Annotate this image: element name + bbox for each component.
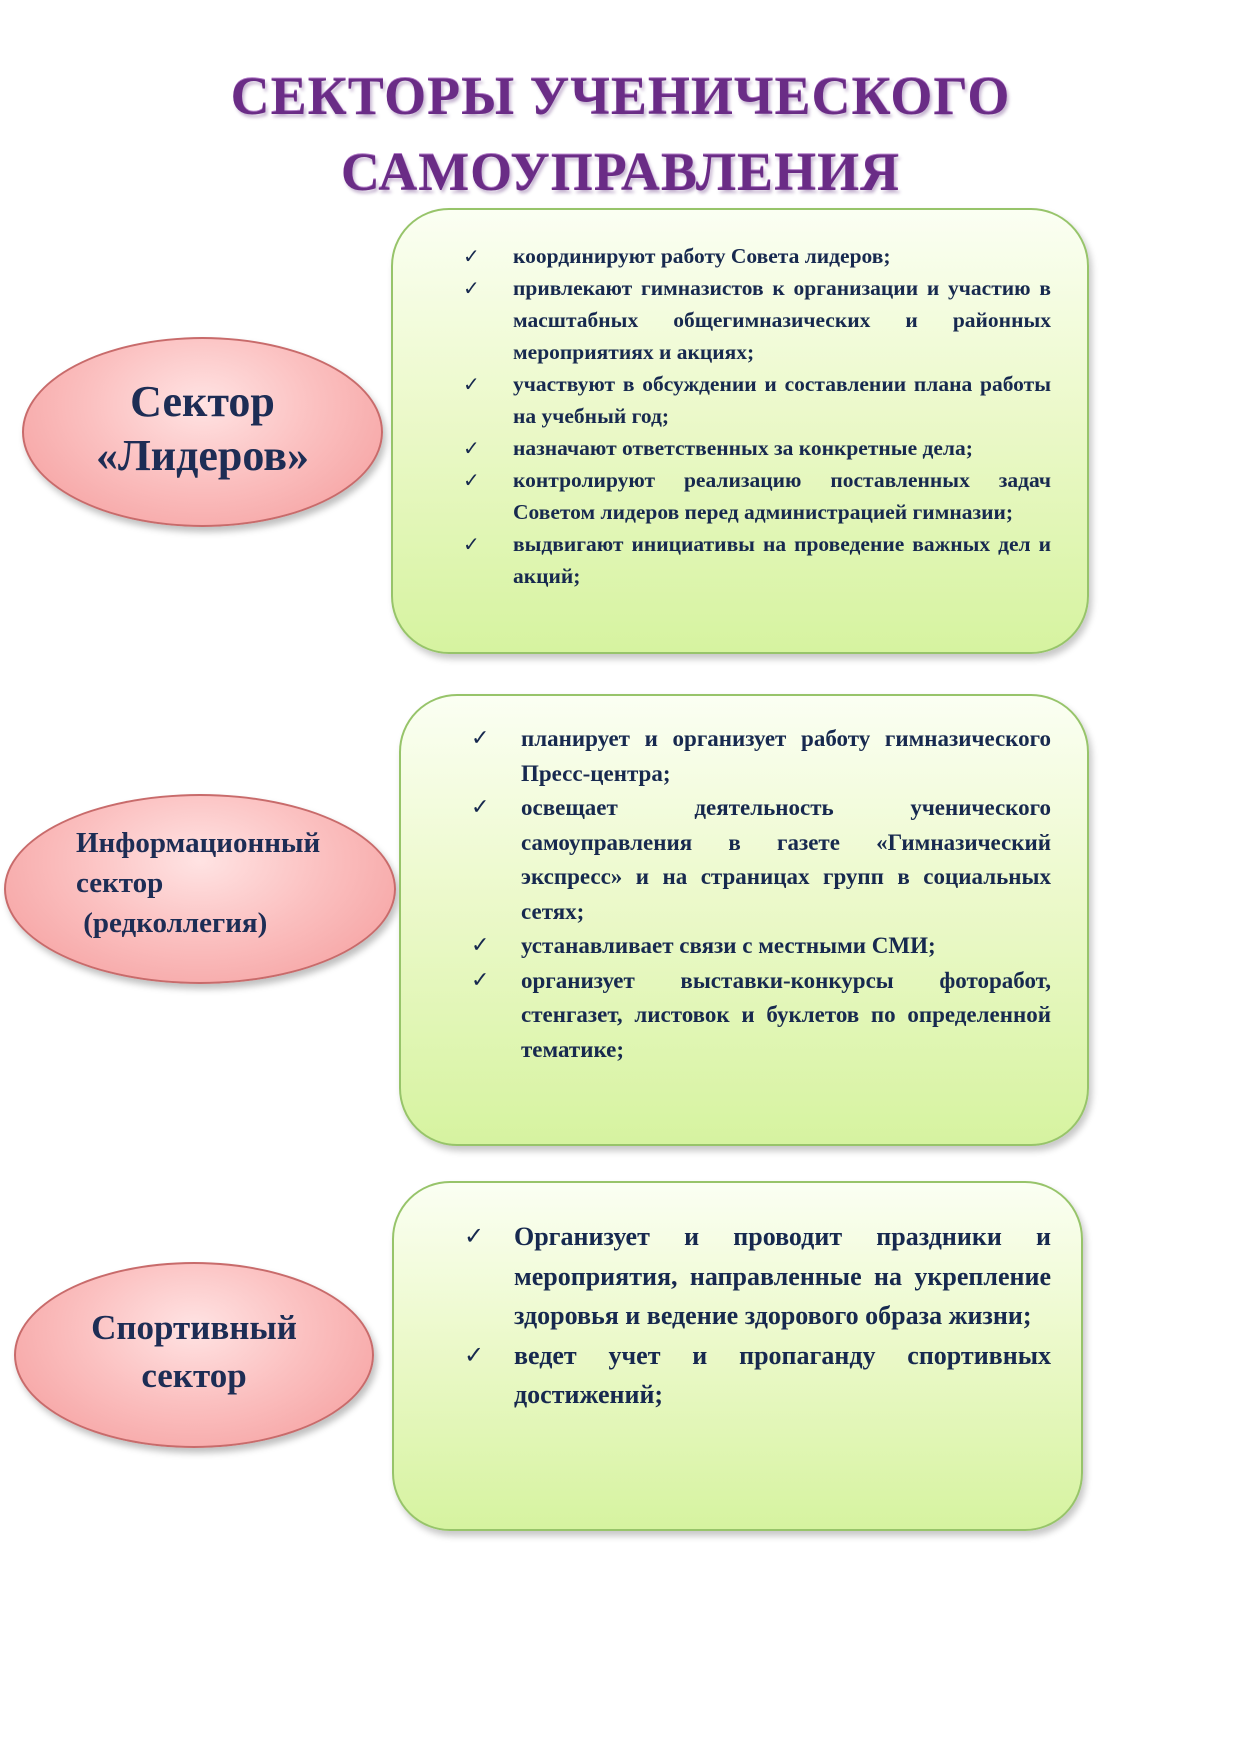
page-title bbox=[0, 58, 1241, 210]
duty-item: ✓ привлекают гимназистов к организации и участию в масштабных общегимназических и районных мероприятиях и акциях; bbox=[463, 272, 1051, 368]
sector-info-duties-list bbox=[471, 722, 1051, 1067]
duty-item: ✓ выдвигают инициативы на проведение важных дел и акций; bbox=[463, 528, 1051, 592]
duty-item: ✓ контролируют реализацию поставленных задач Советом лидеров перед администрацией гимназии; bbox=[463, 464, 1051, 528]
sector-info-name-line-2: сектор bbox=[76, 867, 164, 899]
duty-item: ✓ Организует и проводит праздники и мероприятия, направленные на укрепление здоровья и ведение здорового образа жизни; bbox=[464, 1217, 1051, 1336]
sector-leaders-name-line-2: «Лидеров» bbox=[95, 431, 310, 480]
sector-sport-duties-list bbox=[464, 1217, 1051, 1415]
checkmark-icon: ✓ bbox=[463, 244, 480, 268]
sector-info-duties-box bbox=[399, 694, 1089, 1146]
checkmark-icon: ✓ bbox=[471, 967, 490, 993]
checkmark-icon: ✓ bbox=[463, 436, 480, 460]
sector-sport-name-line-2: сектор bbox=[141, 1356, 247, 1395]
checkmark-icon: ✓ bbox=[464, 1340, 485, 1369]
checkmark-icon: ✓ bbox=[463, 276, 480, 300]
duty-item: ✓ ведет учет и пропаганду спортивных достижений; bbox=[464, 1336, 1051, 1415]
duty-item: ✓ координируют работу Совета лидеров; bbox=[463, 240, 1051, 272]
checkmark-icon: ✓ bbox=[471, 933, 490, 958]
sector-info-name-line-1: Информационный bbox=[76, 827, 321, 859]
sector-leaders-ellipse bbox=[22, 337, 383, 527]
checkmark-icon: ✓ bbox=[463, 468, 480, 492]
sector-sport-ellipse bbox=[14, 1262, 374, 1448]
sector-sport-duties-box bbox=[392, 1181, 1083, 1531]
duty-item: ✓ назначают ответственных за конкретные дела; bbox=[463, 432, 1051, 464]
checkmark-icon: ✓ bbox=[471, 726, 490, 751]
duty-item: ✓ устанавливает связи с местными СМИ; bbox=[471, 929, 1051, 964]
sector-info-ellipse bbox=[4, 794, 396, 984]
duty-item: ✓ освещает деятельность ученического самоуправления в газете «Гимназический экспресс» и на страницах групп в социальных сетях; bbox=[471, 791, 1051, 929]
duty-item: ✓ планирует и организует работу гимназического Пресс-центра; bbox=[471, 722, 1051, 791]
checkmark-icon: ✓ bbox=[471, 795, 490, 820]
checkmark-icon: ✓ bbox=[463, 372, 480, 396]
checkmark-icon: ✓ bbox=[463, 532, 480, 556]
checkmark-icon: ✓ bbox=[464, 1222, 485, 1250]
duty-item: ✓ организует выставки-конкурсы фоторабот, стенгазет, листовок и буклетов по определенной тематике; bbox=[471, 964, 1051, 1068]
sector-info-name-line-3: (редколлегия) bbox=[76, 907, 268, 939]
sector-sport-name-line-1: Спортивный bbox=[91, 1308, 297, 1347]
duty-item: ✓ участвуют в обсуждении и составлении плана работы на учебный год; bbox=[463, 368, 1051, 432]
title-line-1: СЕКТОРЫ УЧЕНИЧЕСКОГО bbox=[230, 66, 1011, 126]
sector-leaders-duties-box bbox=[391, 208, 1089, 654]
title-line-2: САМОУПРАВЛЕНИЯ bbox=[340, 142, 901, 202]
sector-leaders-duties-list bbox=[463, 240, 1051, 592]
sector-leaders-name-line-1: Сектор bbox=[130, 377, 275, 426]
